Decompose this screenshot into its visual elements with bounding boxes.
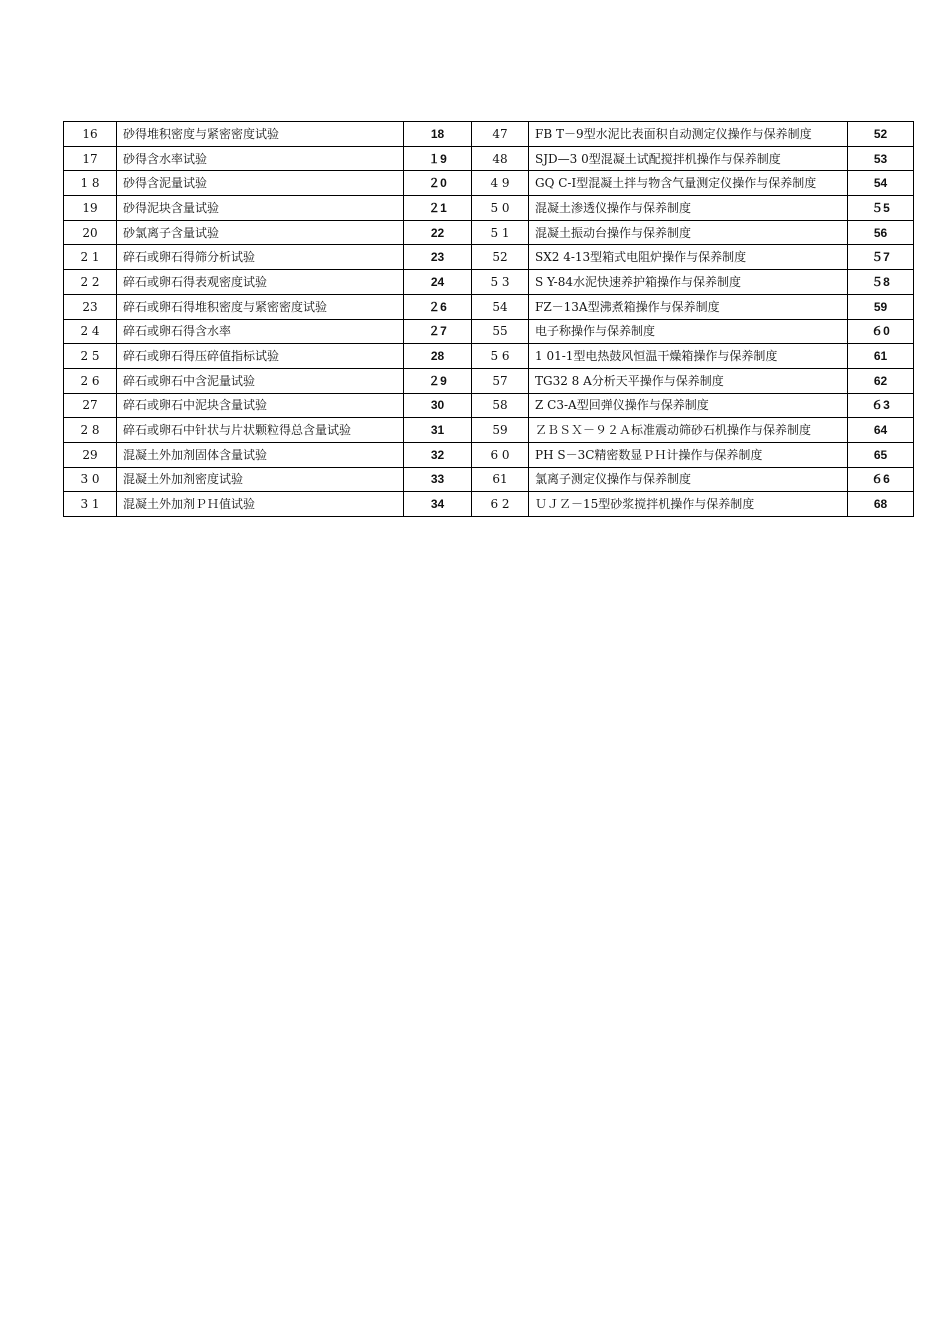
item-title: 砂得堆积密度与紧密密度试验: [117, 122, 404, 147]
item-title: ＵＪＺ－15型砂浆搅拌机操作与保养制度: [529, 492, 848, 517]
table-row: [64, 344, 914, 369]
item-title: 碎石或卵石得压碎值指标试验: [117, 344, 404, 369]
item-title: 氯离子测定仪操作与保养制度: [529, 467, 848, 492]
contents-table: [63, 121, 914, 517]
item-title: 碎石或卵石中含泥量试验: [117, 368, 404, 393]
item-page-number: 62: [848, 368, 914, 393]
item-number: 27: [64, 393, 117, 418]
item-title: SJD—3 0型混凝土试配搅拌机操作与保养制度: [529, 146, 848, 171]
item-title: Z C3-A型回弹仪操作与保养制度: [529, 393, 848, 418]
item-page-number: 24: [404, 270, 472, 295]
item-page-number: ６0: [848, 319, 914, 344]
item-title: 1 01-1型电热鼓风恒温干燥箱操作与保养制度: [529, 344, 848, 369]
item-number: 2 1: [64, 245, 117, 270]
table-row: [64, 442, 914, 467]
item-title: 电子称操作与保养制度: [529, 319, 848, 344]
item-page-number: 31: [404, 418, 472, 443]
item-title: 碎石或卵石得表观密度试验: [117, 270, 404, 295]
item-number: 57: [472, 368, 529, 393]
item-page-number: 23: [404, 245, 472, 270]
item-number: 5 6: [472, 344, 529, 369]
table-row: [64, 368, 914, 393]
item-title: 碎石或卵石得含水率: [117, 319, 404, 344]
item-title: 混凝土外加剂密度试验: [117, 467, 404, 492]
item-number: 2 6: [64, 368, 117, 393]
item-number: 5 0: [472, 196, 529, 221]
item-number: 4 9: [472, 171, 529, 196]
item-page-number: 53: [848, 146, 914, 171]
item-page-number: 28: [404, 344, 472, 369]
table-row: [64, 270, 914, 295]
item-title: 碎石或卵石得堆积密度与紧密密度试验: [117, 294, 404, 319]
item-title: TG32 8 A分析天平操作与保养制度: [529, 368, 848, 393]
item-number: 2 2: [64, 270, 117, 295]
item-page-number: 56: [848, 220, 914, 245]
item-title: GQ C-I型混凝土拌与物含气量测定仪操作与保养制度: [529, 171, 848, 196]
item-page-number: ２6: [404, 294, 472, 319]
item-number: 5 3: [472, 270, 529, 295]
item-page-number: 34: [404, 492, 472, 517]
item-title: 混凝土渗透仪操作与保养制度: [529, 196, 848, 221]
item-page-number: 18: [404, 122, 472, 147]
item-page-number: 33: [404, 467, 472, 492]
item-page-number: 65: [848, 442, 914, 467]
item-page-number: ２9: [404, 368, 472, 393]
item-number: 48: [472, 146, 529, 171]
table-row: [64, 393, 914, 418]
item-title: SX2 4-13型箱式电阻炉操作与保养制度: [529, 245, 848, 270]
item-number: 23: [64, 294, 117, 319]
item-page-number: ５7: [848, 245, 914, 270]
table-row: [64, 171, 914, 196]
item-page-number: ５5: [848, 196, 914, 221]
item-number: 59: [472, 418, 529, 443]
item-page-number: ２1: [404, 196, 472, 221]
item-number: 47: [472, 122, 529, 147]
table-row: [64, 122, 914, 147]
item-number: 58: [472, 393, 529, 418]
item-title: ＺＢＳＸ－９２Ａ标准震动筛砂石机操作与保养制度: [529, 418, 848, 443]
item-number: 6 2: [472, 492, 529, 517]
item-page-number: １9: [404, 146, 472, 171]
table-row: [64, 492, 914, 517]
item-number: 29: [64, 442, 117, 467]
item-number: 3 0: [64, 467, 117, 492]
item-title: FB T－9型水泥比表面积自动测定仪操作与保养制度: [529, 122, 848, 147]
item-page-number: 68: [848, 492, 914, 517]
item-title: 砂得泥块含量试验: [117, 196, 404, 221]
item-number: 3 1: [64, 492, 117, 517]
item-title: 混凝土外加剂ＰＨ值试验: [117, 492, 404, 517]
item-number: 61: [472, 467, 529, 492]
item-title: 砂氯离子含量试验: [117, 220, 404, 245]
item-title: 砂得含泥量试验: [117, 171, 404, 196]
item-number: 16: [64, 122, 117, 147]
table-row: [64, 319, 914, 344]
item-page-number: ５8: [848, 270, 914, 295]
item-page-number: ２0: [404, 171, 472, 196]
item-title: 碎石或卵石得筛分析试验: [117, 245, 404, 270]
item-page-number: 61: [848, 344, 914, 369]
contents-table-body: [64, 122, 914, 517]
item-title: S Y-84水泥快速养护箱操作与保养制度: [529, 270, 848, 295]
item-title: 混凝土外加剂固体含量试验: [117, 442, 404, 467]
item-title: FZ－13A型沸煮箱操作与保养制度: [529, 294, 848, 319]
item-number: 19: [64, 196, 117, 221]
item-number: 1 8: [64, 171, 117, 196]
table-row: [64, 418, 914, 443]
item-page-number: 30: [404, 393, 472, 418]
item-number: 55: [472, 319, 529, 344]
item-title: PH S－3C精密数显ＰＨ计操作与保养制度: [529, 442, 848, 467]
item-title: 碎石或卵石中针状与片状颗粒得总含量试验: [117, 418, 404, 443]
item-page-number: 32: [404, 442, 472, 467]
item-number: 52: [472, 245, 529, 270]
item-page-number: 22: [404, 220, 472, 245]
table-row: [64, 196, 914, 221]
item-title: 混凝土振动台操作与保养制度: [529, 220, 848, 245]
item-number: 2 5: [64, 344, 117, 369]
item-page-number: ２7: [404, 319, 472, 344]
item-number: 6 0: [472, 442, 529, 467]
table-row: [64, 220, 914, 245]
item-number: 17: [64, 146, 117, 171]
item-page-number: ６6: [848, 467, 914, 492]
item-page-number: 54: [848, 171, 914, 196]
item-title: 碎石或卵石中泥块含量试验: [117, 393, 404, 418]
item-page-number: 64: [848, 418, 914, 443]
item-number: 54: [472, 294, 529, 319]
item-number: 20: [64, 220, 117, 245]
item-page-number: 52: [848, 122, 914, 147]
item-page-number: ６3: [848, 393, 914, 418]
item-number: 2 8: [64, 418, 117, 443]
item-number: 2 4: [64, 319, 117, 344]
table-row: [64, 146, 914, 171]
table-row: [64, 467, 914, 492]
item-number: 5 1: [472, 220, 529, 245]
table-row: [64, 245, 914, 270]
table-row: [64, 294, 914, 319]
item-page-number: 59: [848, 294, 914, 319]
item-title: 砂得含水率试验: [117, 146, 404, 171]
